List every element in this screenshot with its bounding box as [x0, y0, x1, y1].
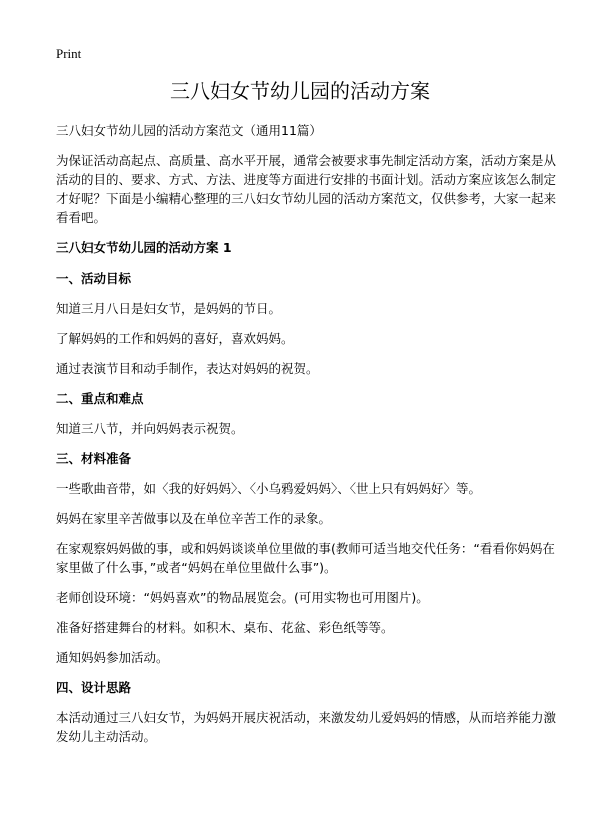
design-item: 本活动通过三八妇女节，为妈妈开展庆祝活动，来激发幼儿爱妈妈的情感，从而培养能力激发幼儿主动活动。 [56, 710, 557, 744]
section-heading-goals: 一、活动目标 [56, 271, 132, 286]
section-heading-design: 四、设计思路 [56, 680, 132, 695]
materials-item: 老师创设环境：“妈妈喜欢”的物品展览会。(可用实物也可用图片)。 [56, 590, 429, 605]
document-body [56, 121, 556, 757]
materials-item: 通知妈妈参加活动。 [56, 650, 169, 665]
section-heading-focus: 二、重点和难点 [56, 391, 144, 406]
section-heading-materials: 三、材料准备 [56, 451, 132, 466]
focus-item: 知道三八节，并向妈妈表示祝贺。 [56, 421, 244, 436]
intro-paragraph: 为保证活动高起点、高质量、高水平开展，通常会被要求事先制定活动方案，活动方案是从活动的目的、要求、方式、方法、进度等方面进行安排的书面计划。活动方案应该怎么制定才好呢？下面是小编精心整理的三八妇女节幼儿园的活动方案范文，仅供参考，大家一起来看看吧。 [56, 153, 557, 225]
goals-item: 了解妈妈的工作和妈妈的喜好，喜欢妈妈。 [56, 331, 294, 346]
materials-item: 妈妈在家里辛苦做事以及在单位辛苦工作的录象。 [56, 511, 332, 526]
goals-item: 知道三月八日是妇女节，是妈妈的节日。 [56, 301, 282, 316]
print-link[interactable]: Print [56, 46, 82, 61]
page-title: 三八妇女节幼儿园的活动方案 [170, 79, 430, 103]
document-subtitle: 三八妇女节幼儿园的活动方案范文（通用11篇） [56, 123, 322, 138]
materials-item: 准备好搭建舞台的材料。如积木、桌布、花盆、彩色纸等等。 [56, 620, 394, 635]
materials-item: 一些歌曲音带，如〈我的好妈妈〉、〈小乌鸦爱妈妈〉、〈世上只有妈妈好〉等。 [56, 481, 482, 496]
goals-item: 通过表演节目和动手制作，表达对妈妈的祝贺。 [56, 361, 319, 376]
plan-heading: 三八妇女节幼儿园的活动方案 1 [56, 240, 232, 255]
materials-item: 在家观察妈妈做的事，或和妈妈谈谈单位里做的事(教师可适当地交代任务：“看看你妈妈在家里做了什么事，”或者“妈妈在单位里做什么事”)。 [56, 541, 555, 575]
